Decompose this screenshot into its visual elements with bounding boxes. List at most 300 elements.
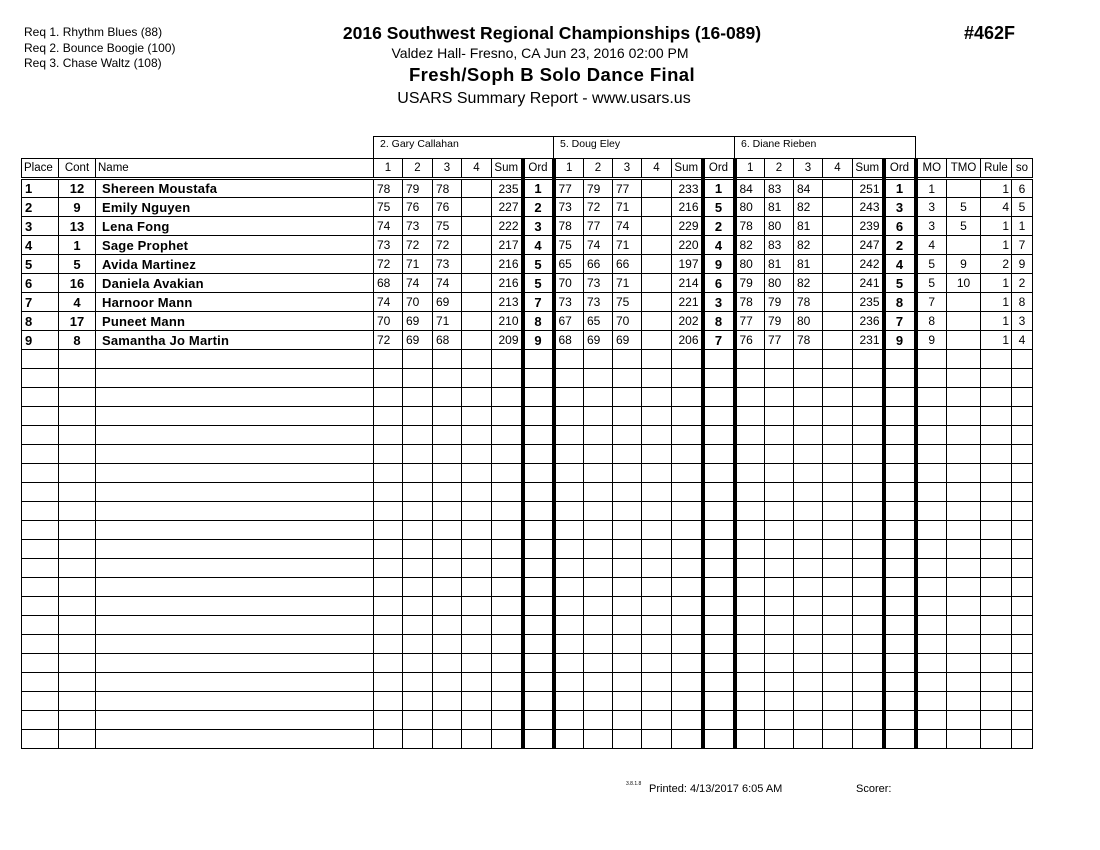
judge3-score-cell bbox=[794, 730, 823, 749]
place-cell: 2 bbox=[22, 198, 59, 217]
tmo-cell bbox=[947, 236, 981, 255]
judge1-score-cell bbox=[374, 540, 403, 559]
judge1-score-cell bbox=[374, 578, 403, 597]
judge3-score-cell bbox=[794, 559, 823, 578]
judge2-score-cell bbox=[613, 369, 642, 388]
judge1-score-cell: 209 bbox=[492, 331, 523, 350]
judge2-score-cell bbox=[584, 654, 613, 673]
place-cell: 7 bbox=[22, 293, 59, 312]
cont-cell: 12 bbox=[59, 179, 96, 198]
tmo-cell bbox=[947, 521, 981, 540]
place-cell bbox=[22, 426, 59, 445]
judge3-score-cell: 78 bbox=[794, 331, 823, 350]
judge1-score-cell bbox=[462, 616, 492, 635]
judge1-score-cell bbox=[433, 502, 462, 521]
judge3-score-cell bbox=[823, 502, 853, 521]
judge3-score-cell: 84 bbox=[794, 179, 823, 198]
mo-cell bbox=[916, 730, 947, 749]
judge2-score-cell bbox=[554, 692, 584, 711]
mo-cell bbox=[916, 635, 947, 654]
judge3-score-cell bbox=[884, 483, 916, 502]
judge3-score-cell bbox=[884, 540, 916, 559]
judge3-score-cell bbox=[794, 673, 823, 692]
place-cell bbox=[22, 673, 59, 692]
cont-cell bbox=[59, 407, 96, 426]
rule-cell bbox=[981, 369, 1012, 388]
competition-title: Fresh/Soph B Solo Dance Final bbox=[408, 64, 696, 85]
judge3-score-cell bbox=[735, 407, 765, 426]
judge3-score-cell: 84 bbox=[735, 179, 765, 198]
so-cell bbox=[1012, 445, 1033, 464]
judge2-score-cell bbox=[613, 502, 642, 521]
judge3-score-cell: 77 bbox=[765, 331, 794, 350]
so-cell bbox=[1012, 521, 1033, 540]
judge1-score-cell bbox=[492, 559, 523, 578]
judge2-score-cell bbox=[672, 483, 703, 502]
judge2-score-cell bbox=[613, 445, 642, 464]
judge2-score-cell bbox=[642, 483, 672, 502]
col-header-judge3-0: 1 bbox=[735, 159, 765, 179]
judge2-score-cell bbox=[613, 616, 642, 635]
place-cell bbox=[22, 388, 59, 407]
name-cell bbox=[96, 597, 374, 616]
judge2-score-cell bbox=[703, 559, 735, 578]
table-row bbox=[22, 179, 1033, 198]
name-cell bbox=[96, 369, 374, 388]
so-cell bbox=[1012, 635, 1033, 654]
judge1-score-cell bbox=[374, 502, 403, 521]
tmo-cell bbox=[947, 578, 981, 597]
judge3-score-cell bbox=[853, 521, 884, 540]
judge1-score-cell bbox=[523, 730, 554, 749]
judge3-score-cell bbox=[853, 616, 884, 635]
judge3-score-cell bbox=[823, 711, 853, 730]
results-table bbox=[21, 158, 1033, 749]
judge1-score-cell: 73 bbox=[374, 236, 403, 255]
judge2-score-cell bbox=[703, 483, 735, 502]
judge1-score-cell bbox=[403, 350, 433, 369]
judge1-score-cell bbox=[403, 616, 433, 635]
judge1-score-cell: 75 bbox=[374, 198, 403, 217]
cont-cell bbox=[59, 635, 96, 654]
tmo-cell bbox=[947, 635, 981, 654]
judge3-score-cell: 79 bbox=[765, 293, 794, 312]
judge1-score-cell bbox=[523, 350, 554, 369]
tmo-cell bbox=[947, 616, 981, 635]
judge2-score-cell bbox=[584, 483, 613, 502]
tmo-cell bbox=[947, 464, 981, 483]
so-cell bbox=[1012, 369, 1033, 388]
judge2-score-cell bbox=[642, 673, 672, 692]
judge1-score-cell bbox=[403, 559, 433, 578]
event-title: 2016 Southwest Regional Championships (16-089) bbox=[342, 23, 762, 43]
judge3-score-cell bbox=[735, 464, 765, 483]
judge3-score-cell bbox=[884, 350, 916, 369]
cont-cell bbox=[59, 559, 96, 578]
judge2-score-cell bbox=[642, 464, 672, 483]
judge3-score-cell bbox=[853, 578, 884, 597]
cont-cell bbox=[59, 616, 96, 635]
judge3-score-cell bbox=[884, 369, 916, 388]
judge3-score-cell bbox=[765, 407, 794, 426]
judge1-score-cell bbox=[492, 692, 523, 711]
judge3-score-cell bbox=[794, 445, 823, 464]
judge2-score-cell: 7 bbox=[703, 331, 735, 350]
rule-cell bbox=[981, 711, 1012, 730]
judge1-score-cell: 2 bbox=[523, 198, 554, 217]
judge2-score-cell bbox=[613, 521, 642, 540]
judge2-score-cell: 74 bbox=[584, 236, 613, 255]
judge2-score-cell bbox=[672, 426, 703, 445]
judge3-score-cell bbox=[853, 597, 884, 616]
judge1-score-cell bbox=[462, 540, 492, 559]
judge1-score-cell bbox=[433, 388, 462, 407]
mo-cell bbox=[916, 388, 947, 407]
rule-cell bbox=[981, 597, 1012, 616]
so-cell bbox=[1012, 388, 1033, 407]
judge3-score-cell: 79 bbox=[735, 274, 765, 293]
judge2-score-cell: 68 bbox=[554, 331, 584, 350]
place-cell bbox=[22, 502, 59, 521]
judge2-score-cell bbox=[642, 616, 672, 635]
tmo-cell bbox=[947, 692, 981, 711]
judge2-score-cell bbox=[672, 445, 703, 464]
judge3-score-cell: 80 bbox=[794, 312, 823, 331]
judge2-score-cell bbox=[642, 236, 672, 255]
judge1-score-cell bbox=[433, 578, 462, 597]
judge1-score-cell: 213 bbox=[492, 293, 523, 312]
judge2-score-cell bbox=[672, 559, 703, 578]
judge2-score-cell: 5 bbox=[703, 198, 735, 217]
judge1-score-cell bbox=[462, 521, 492, 540]
judge3-score-cell: 81 bbox=[794, 255, 823, 274]
judge2-score-cell bbox=[672, 369, 703, 388]
judge3-score-cell: 81 bbox=[765, 255, 794, 274]
judge3-score-cell bbox=[735, 445, 765, 464]
judge3-score-cell bbox=[735, 426, 765, 445]
table-row bbox=[22, 198, 1033, 217]
judge3-score-cell bbox=[765, 540, 794, 559]
venue-line: Valdez Hall- Fresno, CA Jun 23, 2016 02:00 PM bbox=[391, 45, 689, 61]
judge1-score-cell: 79 bbox=[403, 179, 433, 198]
judge1-score-cell bbox=[403, 426, 433, 445]
judge2-score-cell bbox=[584, 578, 613, 597]
judge2-score-cell bbox=[642, 312, 672, 331]
judge2-score-cell bbox=[642, 540, 672, 559]
rule-cell bbox=[981, 635, 1012, 654]
judge1-score-cell: 70 bbox=[374, 312, 403, 331]
judge2-score-cell: 197 bbox=[672, 255, 703, 274]
judge2-score-cell bbox=[554, 730, 584, 749]
judge3-score-cell bbox=[823, 578, 853, 597]
judge1-score-cell bbox=[462, 331, 492, 350]
judge-header-1: 2. Gary Callahan bbox=[373, 136, 554, 158]
judge1-score-cell bbox=[492, 502, 523, 521]
cont-cell bbox=[59, 483, 96, 502]
judge2-score-cell bbox=[584, 464, 613, 483]
judge1-score-cell: 74 bbox=[374, 293, 403, 312]
judge3-score-cell bbox=[823, 483, 853, 502]
judge1-score-cell bbox=[523, 578, 554, 597]
tmo-cell: 9 bbox=[947, 255, 981, 274]
judge1-score-cell: 222 bbox=[492, 217, 523, 236]
judge1-score-cell bbox=[492, 616, 523, 635]
requirement-3: Req 3. Chase Waltz (108) bbox=[24, 56, 162, 70]
mo-cell: 4 bbox=[916, 236, 947, 255]
so-cell bbox=[1012, 711, 1033, 730]
rule-cell bbox=[981, 464, 1012, 483]
so-cell: 6 bbox=[1012, 179, 1033, 198]
judge2-score-cell: 77 bbox=[584, 217, 613, 236]
rule-cell: 1 bbox=[981, 274, 1012, 293]
judge2-score-cell: 6 bbox=[703, 274, 735, 293]
judge2-score-cell bbox=[554, 540, 584, 559]
judge2-score-cell: 71 bbox=[613, 274, 642, 293]
judge2-score-cell bbox=[642, 692, 672, 711]
place-cell bbox=[22, 711, 59, 730]
judge1-score-cell bbox=[374, 654, 403, 673]
report-title: USARS Summary Report - www.usars.us bbox=[397, 90, 691, 107]
col-header-mo: MO bbox=[916, 159, 947, 179]
tmo-cell bbox=[947, 350, 981, 369]
judge2-score-cell bbox=[642, 407, 672, 426]
judge3-score-cell bbox=[735, 521, 765, 540]
empty-row bbox=[22, 407, 1033, 426]
judge2-score-cell bbox=[584, 635, 613, 654]
judge3-score-cell bbox=[794, 616, 823, 635]
empty-row bbox=[22, 635, 1033, 654]
judge1-score-cell bbox=[433, 692, 462, 711]
judge2-score-cell bbox=[554, 578, 584, 597]
judge3-score-cell: 78 bbox=[794, 293, 823, 312]
judge3-score-cell bbox=[735, 654, 765, 673]
judge3-score-cell bbox=[765, 464, 794, 483]
judge3-score-cell bbox=[823, 388, 853, 407]
judge2-score-cell bbox=[554, 388, 584, 407]
mo-cell bbox=[916, 464, 947, 483]
tmo-cell: 10 bbox=[947, 274, 981, 293]
judge3-score-cell bbox=[853, 502, 884, 521]
judge2-score-cell bbox=[554, 597, 584, 616]
mo-cell: 9 bbox=[916, 331, 947, 350]
judge1-score-cell bbox=[374, 616, 403, 635]
judge1-score-cell bbox=[433, 673, 462, 692]
judge3-score-cell bbox=[853, 635, 884, 654]
tmo-cell bbox=[947, 673, 981, 692]
judge2-score-cell bbox=[584, 445, 613, 464]
judge3-score-cell bbox=[794, 711, 823, 730]
judge3-score-cell bbox=[823, 407, 853, 426]
judge1-score-cell bbox=[403, 673, 433, 692]
judge2-score-cell bbox=[703, 730, 735, 749]
judge2-score-cell bbox=[672, 635, 703, 654]
judge3-score-cell bbox=[823, 369, 853, 388]
name-cell: Shereen Moustafa bbox=[96, 179, 374, 198]
name-cell: Sage Prophet bbox=[96, 236, 374, 255]
judge3-score-cell bbox=[823, 445, 853, 464]
judge2-score-cell: 74 bbox=[613, 217, 642, 236]
judge3-score-cell bbox=[765, 350, 794, 369]
judge3-score-cell bbox=[884, 426, 916, 445]
judge2-score-cell bbox=[613, 654, 642, 673]
judge1-score-cell: 217 bbox=[492, 236, 523, 255]
judge2-score-cell bbox=[642, 179, 672, 198]
judge2-score-cell bbox=[672, 578, 703, 597]
judge1-score-cell bbox=[403, 654, 433, 673]
judge2-score-cell bbox=[613, 559, 642, 578]
judge1-score-cell bbox=[433, 616, 462, 635]
name-cell bbox=[96, 654, 374, 673]
rule-cell: 1 bbox=[981, 312, 1012, 331]
judge3-score-cell bbox=[765, 692, 794, 711]
judge3-score-cell: 80 bbox=[765, 217, 794, 236]
judge2-score-cell: 73 bbox=[584, 293, 613, 312]
judge1-score-cell bbox=[523, 597, 554, 616]
judge2-score-cell bbox=[642, 559, 672, 578]
judge1-score-cell: 71 bbox=[403, 255, 433, 274]
judge3-score-cell bbox=[765, 635, 794, 654]
judge2-score-cell: 70 bbox=[613, 312, 642, 331]
judge1-score-cell bbox=[374, 635, 403, 654]
judge1-score-cell: 3 bbox=[523, 217, 554, 236]
judge3-score-cell: 83 bbox=[765, 236, 794, 255]
place-cell bbox=[22, 464, 59, 483]
judge1-score-cell bbox=[462, 217, 492, 236]
col-header-tmo: TMO bbox=[947, 159, 981, 179]
name-cell bbox=[96, 559, 374, 578]
judge3-score-cell bbox=[823, 692, 853, 711]
judge2-score-cell: 71 bbox=[613, 198, 642, 217]
judge3-score-cell bbox=[794, 350, 823, 369]
col-header-judge2-4: Sum bbox=[672, 159, 703, 179]
mo-cell: 7 bbox=[916, 293, 947, 312]
cont-cell bbox=[59, 597, 96, 616]
col-header-judge3-2: 3 bbox=[794, 159, 823, 179]
judge1-score-cell bbox=[433, 597, 462, 616]
judge2-score-cell: 214 bbox=[672, 274, 703, 293]
judge1-score-cell: 210 bbox=[492, 312, 523, 331]
mo-cell: 8 bbox=[916, 312, 947, 331]
judge1-score-cell bbox=[462, 198, 492, 217]
rule-cell: 1 bbox=[981, 236, 1012, 255]
judge2-score-cell bbox=[584, 597, 613, 616]
tmo-cell bbox=[947, 426, 981, 445]
judge3-score-cell bbox=[853, 654, 884, 673]
judge1-score-cell bbox=[462, 635, 492, 654]
judge3-score-cell bbox=[823, 274, 853, 293]
judge3-score-cell bbox=[765, 388, 794, 407]
judge3-score-cell: 77 bbox=[735, 312, 765, 331]
cont-cell bbox=[59, 521, 96, 540]
judge2-score-cell: 71 bbox=[613, 236, 642, 255]
judge2-score-cell bbox=[584, 616, 613, 635]
judge1-score-cell: 72 bbox=[403, 236, 433, 255]
judge3-score-cell bbox=[794, 464, 823, 483]
judge3-score-cell bbox=[823, 654, 853, 673]
judge3-score-cell bbox=[884, 711, 916, 730]
place-cell: 4 bbox=[22, 236, 59, 255]
judge2-score-cell bbox=[613, 673, 642, 692]
judge1-score-cell bbox=[492, 521, 523, 540]
cont-cell bbox=[59, 369, 96, 388]
judge1-score-cell bbox=[523, 692, 554, 711]
judge2-score-cell bbox=[642, 350, 672, 369]
rule-cell: 4 bbox=[981, 198, 1012, 217]
judge1-score-cell bbox=[492, 464, 523, 483]
mo-cell bbox=[916, 369, 947, 388]
judge3-score-cell bbox=[765, 369, 794, 388]
judge2-score-cell bbox=[613, 730, 642, 749]
judge1-score-cell bbox=[433, 350, 462, 369]
place-cell bbox=[22, 445, 59, 464]
mo-cell: 3 bbox=[916, 198, 947, 217]
judge2-score-cell: 73 bbox=[584, 274, 613, 293]
judge2-score-cell: 233 bbox=[672, 179, 703, 198]
judge3-score-cell bbox=[884, 521, 916, 540]
cont-cell bbox=[59, 350, 96, 369]
judge3-score-cell bbox=[884, 654, 916, 673]
empty-row bbox=[22, 521, 1033, 540]
place-cell bbox=[22, 616, 59, 635]
empty-row bbox=[22, 540, 1033, 559]
mo-cell bbox=[916, 559, 947, 578]
name-cell bbox=[96, 350, 374, 369]
so-cell: 2 bbox=[1012, 274, 1033, 293]
judge1-score-cell bbox=[462, 426, 492, 445]
judge3-score-cell bbox=[853, 559, 884, 578]
mo-cell bbox=[916, 426, 947, 445]
judge3-score-cell bbox=[884, 502, 916, 521]
judge1-score-cell bbox=[403, 692, 433, 711]
judge2-score-cell: 65 bbox=[554, 255, 584, 274]
col-header-judge1-3: 4 bbox=[462, 159, 492, 179]
name-cell bbox=[96, 616, 374, 635]
judge2-score-cell bbox=[642, 369, 672, 388]
judge2-score-cell bbox=[703, 711, 735, 730]
col-header-judge1-5: Ord bbox=[523, 159, 554, 179]
judge3-score-cell bbox=[823, 673, 853, 692]
empty-row bbox=[22, 616, 1033, 635]
judge1-score-cell bbox=[433, 521, 462, 540]
place-cell bbox=[22, 597, 59, 616]
judge3-score-cell bbox=[794, 692, 823, 711]
judge2-score-cell: 206 bbox=[672, 331, 703, 350]
judge2-score-cell bbox=[642, 502, 672, 521]
so-cell bbox=[1012, 578, 1033, 597]
col-header-judge2-2: 3 bbox=[613, 159, 642, 179]
judge2-score-cell bbox=[703, 673, 735, 692]
judge1-score-cell: 216 bbox=[492, 255, 523, 274]
cont-cell: 8 bbox=[59, 331, 96, 350]
judge1-score-cell bbox=[462, 312, 492, 331]
place-cell: 3 bbox=[22, 217, 59, 236]
judge3-score-cell bbox=[735, 369, 765, 388]
judge2-score-cell: 77 bbox=[613, 179, 642, 198]
judge1-score-cell bbox=[403, 464, 433, 483]
place-cell: 9 bbox=[22, 331, 59, 350]
event-number: #462F bbox=[964, 23, 1016, 43]
judge1-score-cell bbox=[433, 426, 462, 445]
judge1-score-cell bbox=[403, 635, 433, 654]
judge2-score-cell bbox=[703, 597, 735, 616]
judge1-score-cell bbox=[523, 559, 554, 578]
empty-row bbox=[22, 711, 1033, 730]
judge1-score-cell bbox=[492, 635, 523, 654]
judge1-score-cell bbox=[403, 407, 433, 426]
judge2-score-cell bbox=[613, 388, 642, 407]
judge2-score-cell: 78 bbox=[554, 217, 584, 236]
printed-label: Printed: 4/13/2017 6:05 AM bbox=[649, 783, 783, 795]
